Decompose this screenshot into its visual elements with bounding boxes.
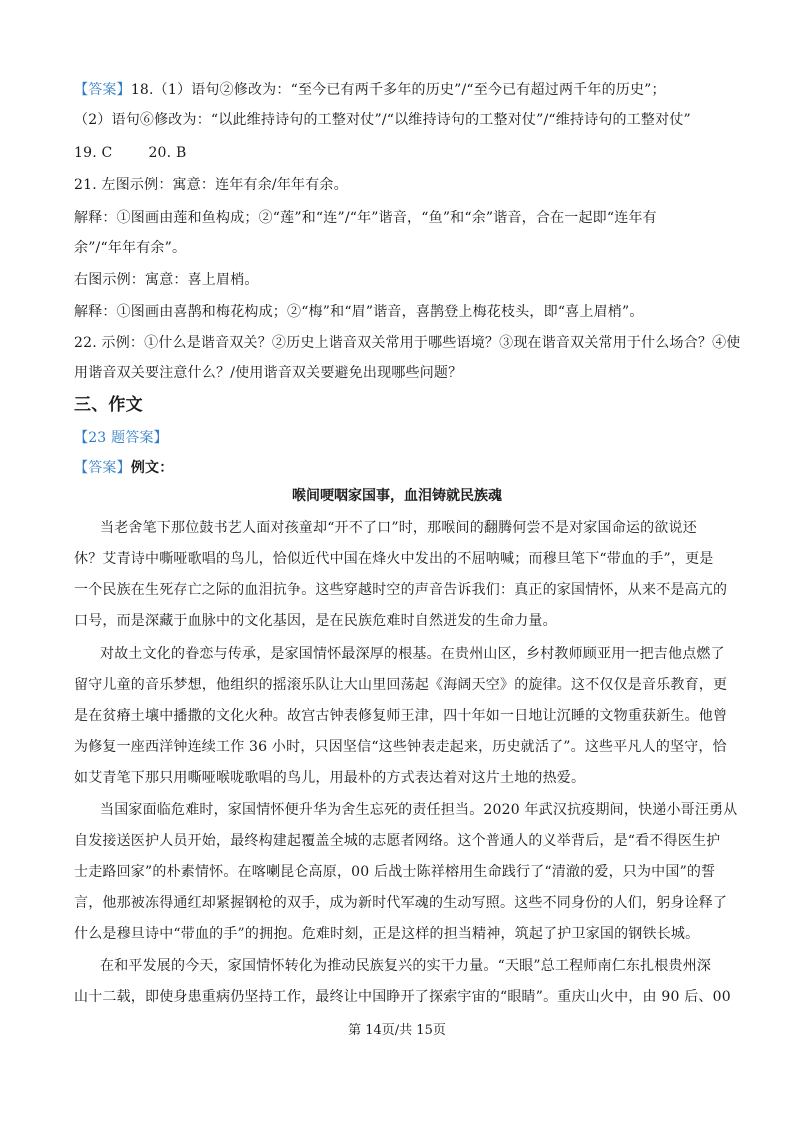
essay-line: 言，他那被冻得通红却紧握钢枪的双手，成为新时代军魂的生动写照。这些不同身份的人们，躬身诠释了 <box>74 895 728 911</box>
section-heading: 三、作文 <box>74 395 143 415</box>
essay-line: 当国家面临危难时，家国情怀便升华为舍生忘死的责任担当。2020 年武汉抗疫期间，快递小哥汪勇从 <box>100 802 738 818</box>
answer-line-22: 22. 示例：①什么是谐音双关？②历史上谐音双关常用于哪些语境？③现在谐音双关常用于什么场合？④使 <box>74 335 741 351</box>
essay-line: 什么是穆旦诗中“带血的手”的拥抱。危难时刻，正是这样的担当精神，筑起了护卫家国的钢铁长城。 <box>74 926 700 942</box>
essay-line: 在和平发展的今天，家国情怀转化为推动民族复兴的实干力量。“天眼”总工程师南仁东扎根贵州深 <box>100 958 712 974</box>
essay-answer-label: 【答案】例文： <box>74 460 174 476</box>
essay-line: 为修复一座西洋钟连续工作 36 小时，只因坚信“这些钟表走起来，历史就活了”。这些平凡人的坚守，恰 <box>74 739 727 755</box>
answer-line-19-20: 19. C 20. B <box>74 145 187 161</box>
answer-line-21-right-explain: 解释：①图画由喜鹊和梅花构成；②“梅”和“眉”谐音，喜鹊登上梅花枝头，即“喜上眉梢”。 <box>74 304 644 320</box>
essay-line: 休？艾青诗中嘶哑歌唱的鸟儿，恰似近代中国在烽火中发出的不屈呐喊；而穆旦笔下“带血的手”，更是 <box>74 551 714 567</box>
answer-line-18: 【答案】18.（1）语句②修改为：“至今已有两千多年的历史”/“至今已有超过两千年的历史”； <box>74 82 666 98</box>
question-23-tag: 【23 题答案】 <box>74 430 168 446</box>
essay-line: 士走路回家”的朴素情怀。在喀喇昆仑高原，00 后战士陈祥榕用生命践行了“清澈的爱，只为中国”的誓 <box>74 864 716 880</box>
essay-line: 当老舍笔下那位鼓书艺人面对孩童却“开不了口”时，那喉间的翻腾何尝不是对家国命运的欲说还 <box>100 520 697 536</box>
answer-line-21-right: 右图示例：寓意：喜上眉梢。 <box>74 272 259 288</box>
essay-line: 对故土文化的眷恋与传承，是家国情怀最深厚的根基。在贵州山区，乡村教师顾亚用一把吉他点燃了 <box>100 646 725 662</box>
answer-line-18-2: （2）语句⑥修改为：“以此维持诗句的工整对仗”/“以维持诗句的工整对仗”/“维持诗句的工整对仗” <box>74 112 691 128</box>
essay-line: 口号，而是深藏于血脉中的文化基因，是在民族危难时自然迸发的生命力量。 <box>74 613 557 629</box>
essay-line: 留守儿童的音乐梦想，他组织的摇滚乐队让大山里回荡起《海阔天空》的旋律。这不仅仅是音乐教育，更 <box>74 677 728 693</box>
essay-line: 自发接送医护人员开始，最终构建起覆盖全城的志愿者网络。这个普通人的义举背后，是“看不得医生护 <box>74 833 721 849</box>
answer-line-21: 21. 左图示例：寓意：连年有余/年年有余。 <box>74 177 348 193</box>
answer-line-21-explain-cont: 余”/“年年有余”。 <box>74 240 187 256</box>
answer-tag: 【答案】 <box>74 82 131 98</box>
essay-line: 山十二载，即使身患重病仍坚持工作，最终让中国睁开了探索宇宙的“眼睛”。重庆山火中，由 90 后、00 <box>74 989 731 1005</box>
answer-line-22-cont: 用谐音双关要注意什么？/使用谐音双关要避免出现哪些问题？ <box>74 365 463 381</box>
answer-line-21-explain: 解释：①图画由莲和鱼构成；②“莲”和“连”/“年”谐音，“鱼”和“余”谐音，合在一起即“连年有 <box>74 210 657 226</box>
essay-line: 如艾青笔下那只用嘶哑喉咙歌唱的鸟儿，用最朴的方式表达着对这片土地的热爱。 <box>74 770 586 786</box>
essay-title: 喉间哽咽家国事，血泪铸就民族魂 <box>292 488 502 504</box>
essay-line: 是在贫瘠土壤中播撒的文化火种。故宫古钟表修复师王津，四十年如一日地让沉睡的文物重获新生。他曾 <box>74 708 728 724</box>
essay-line: 一个民族在生死存亡之际的血泪抗争。这些穿越时空的声音告诉我们：真正的家国情怀，从来不是高亢的 <box>74 582 728 598</box>
page-number-footer: 第 14页/共 15页 <box>348 1023 446 1038</box>
